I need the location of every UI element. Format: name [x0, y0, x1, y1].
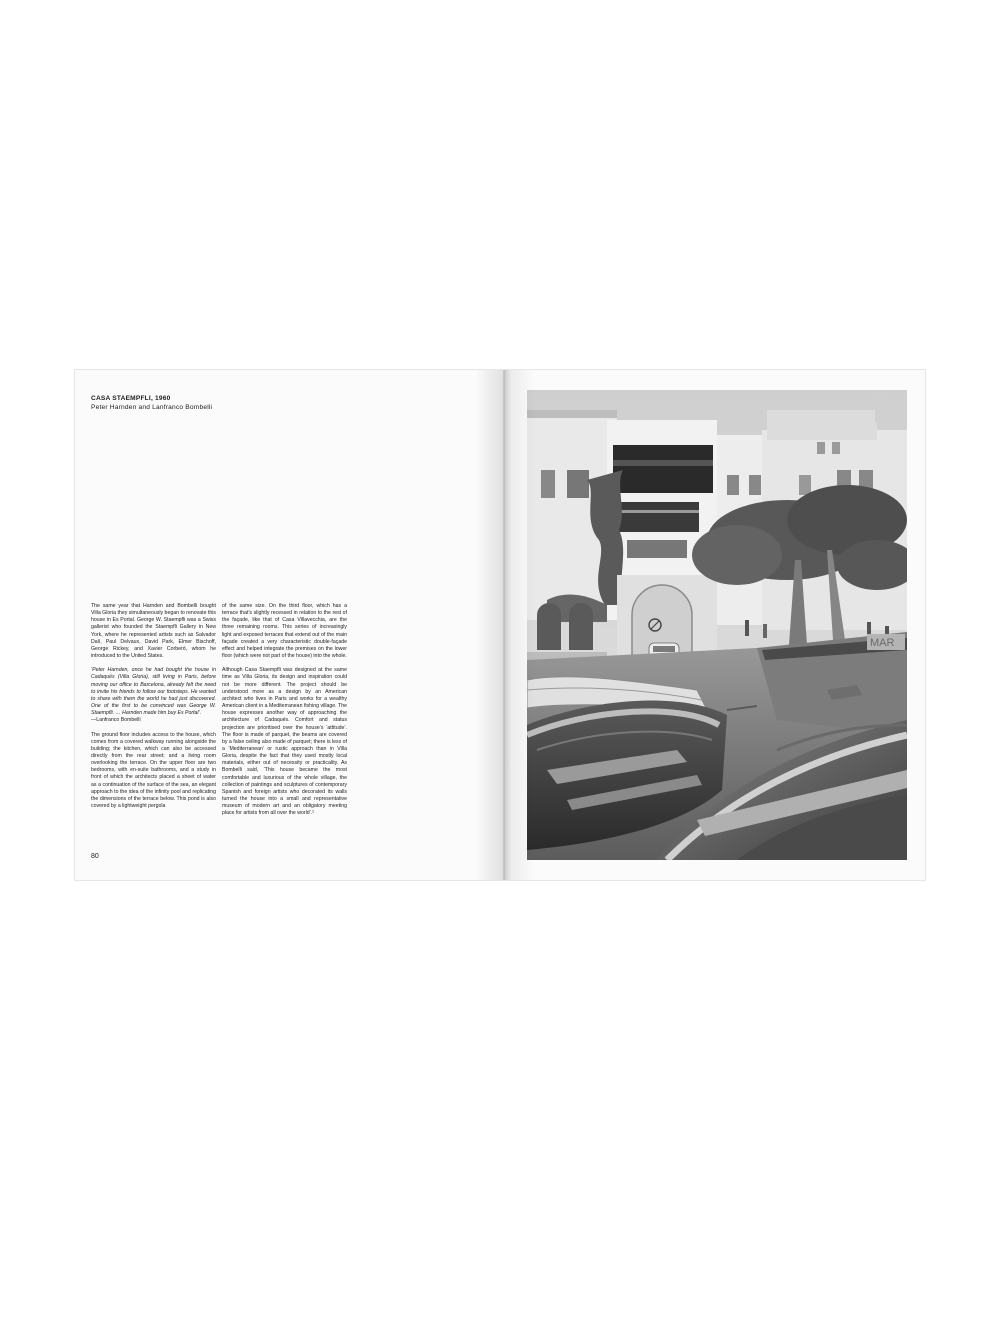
- quote-attribution: —Lanfranco Bombelli: [91, 717, 141, 724]
- boat-name-text: MAR: [870, 637, 895, 649]
- photograph-boats-and-house: [527, 390, 907, 860]
- paragraph: The ground floor includes access to the house, which comes from a covered walkway running alongside the building; the kitchen, which can also be accessed directly from the rear street; and a living room overlooking the terrace. On the upper floor are two bedrooms, with en-suite bathrooms, and a study in front of which the architects placed a sheet of water as a continuation of the surface of the sea, an elegant approach to the idea of the infinity pool and replicating the dimensions of the terrace below. This pond is also covered by a lightweight pergola: [91, 731, 216, 810]
- quote-paragraph: ‘Peter Harnden, once he had bought the house in Cadaqués (Villa Gloria), still living in Paris, before moving our office to Barcelona, already felt the need to invite his friends to follow our footsteps. He wanted to share with them the world he had just discovered. One of the first to be convinced was George W. Staempfli. … Harnden made him buy Es Portal’.: [91, 667, 216, 717]
- article-header: [91, 394, 212, 412]
- photo-illustration: [527, 390, 907, 860]
- right-page: [505, 370, 925, 880]
- open-book: [75, 370, 925, 880]
- text-column-2: [222, 603, 347, 825]
- left-page: [75, 370, 503, 880]
- page-number: 80: [91, 853, 99, 860]
- paragraph: of the same size. On the third floor, which has a terrace that’s slightly recessed in relation to the rest of the façade, like that of Casa Villavecchia, are the three remaining rooms. This series of increasingly light and exposed terraces that extend out of the main façade created a very characteristic double-façade effect and helped integrate the premises on the lower floor (which were not part of the house) into the whole.: [222, 603, 347, 660]
- paragraph: The same year that Harnden and Bombelli bought Villa Gloria they simultaneously began to renovate this house in Es Portal. George W. Staempfli was a Swiss gallerist who founded the Staempfli Gallery in New York, where he represented artists such as Salvador Dalí, Paul Delvaux, David Park, Elmer Bischoff, George Rickey, and Xavier Corberó, whom he introduced to the United States.: [91, 603, 216, 660]
- paragraph: Although Casa Staempfli was designed at the same time as Villa Gloria, its design and inspiration could not be more different. The project should be understood more as a design by an American architect who lives in Paris and works for a wealthy American client in a Mediterranean fishing village. The house expresses another way of approaching the architecture of Cadaqués. Comfort and status projection are prioritised over the house’s ‘attitude’. The floor is made of parquet, the beams are covered by a false ceiling also made of parquet; there is less of a ‘Mediterranean’ or rustic approach than in Villa Gloria, despite the fact that they used mostly local materials, either out of necessity or practicality. As Bombelli said, ‘This house became the most comfortable and luxurious of the whole village, the collection of paintings and sculptures of contemporary Spanish and foreign artists who decorated its walls turned the house into a small and representative museum of modern art and an obligatory meeting place for artists from all over the world’.²: [222, 667, 347, 817]
- article-title: CASA STAEMPFLI, 1960: [91, 395, 171, 402]
- text-column-1: [91, 603, 216, 817]
- article-architects: Peter Harnden and Lanfranco Bombelli: [91, 404, 213, 411]
